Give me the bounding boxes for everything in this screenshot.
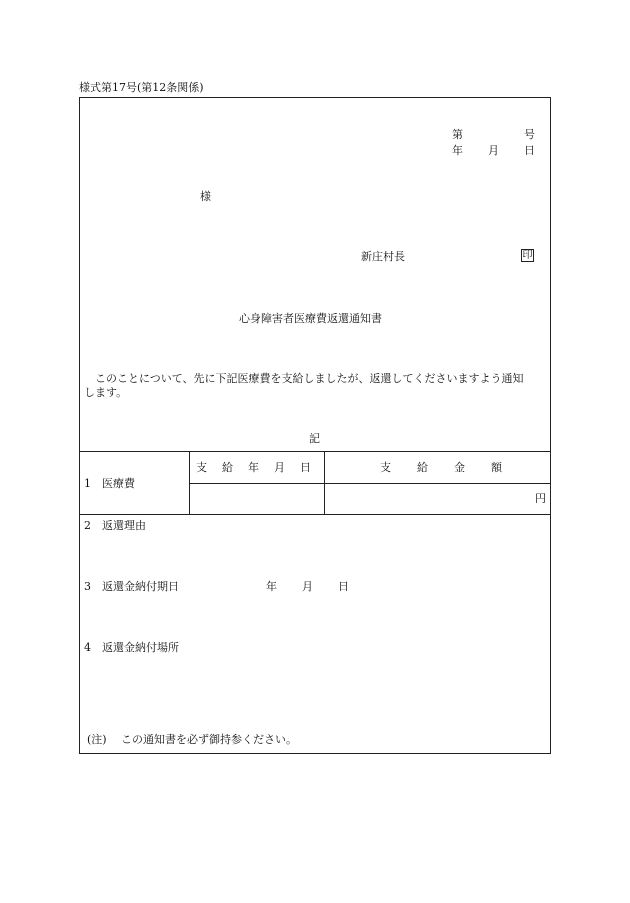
form-number-label: 様式第17号(第12条関係) <box>79 81 204 94</box>
body-text-line2: します。 <box>84 386 128 399</box>
date-year: 年 <box>452 144 463 157</box>
deadline-day: 日 <box>338 580 349 593</box>
note-prefix: (注) <box>87 733 107 746</box>
ki-heading: 記 <box>309 432 320 445</box>
body-text-line1: このことについて、先に下記医療費を支給しましたが、返還してくださいますよう通知 <box>95 372 524 385</box>
addressee-honorific: 様 <box>200 190 211 203</box>
seal-mark: 印 <box>522 250 533 261</box>
number-suffix: 号 <box>524 128 535 141</box>
date-day: 日 <box>524 144 535 157</box>
date-month: 月 <box>488 144 499 157</box>
issuer-title: 新庄村長 <box>361 250 405 263</box>
medical-expense-label: 1 医療費 <box>84 477 135 490</box>
place-label: 4 返還金納付場所 <box>84 641 179 654</box>
table-mid-border <box>190 483 551 484</box>
amount-unit: 円 <box>535 492 546 505</box>
form-frame <box>79 97 551 754</box>
deadline-label: 3 返還金納付期日 <box>84 580 179 593</box>
reason-label: 2 返還理由 <box>84 519 146 532</box>
deadline-year: 年 <box>266 580 277 593</box>
note-text: この通知書を必ず御持参ください。 <box>121 733 297 746</box>
payment-date-header: 支給年月日 <box>196 461 326 474</box>
table-top-border <box>79 451 551 452</box>
number-prefix: 第 <box>452 128 463 141</box>
table-divider-left <box>189 451 190 514</box>
table-bottom-border <box>79 514 551 515</box>
document-title: 心身障害者医療費返還通知書 <box>239 312 382 325</box>
deadline-month: 月 <box>302 580 313 593</box>
payment-amount-header: 支給金額 <box>380 461 528 474</box>
